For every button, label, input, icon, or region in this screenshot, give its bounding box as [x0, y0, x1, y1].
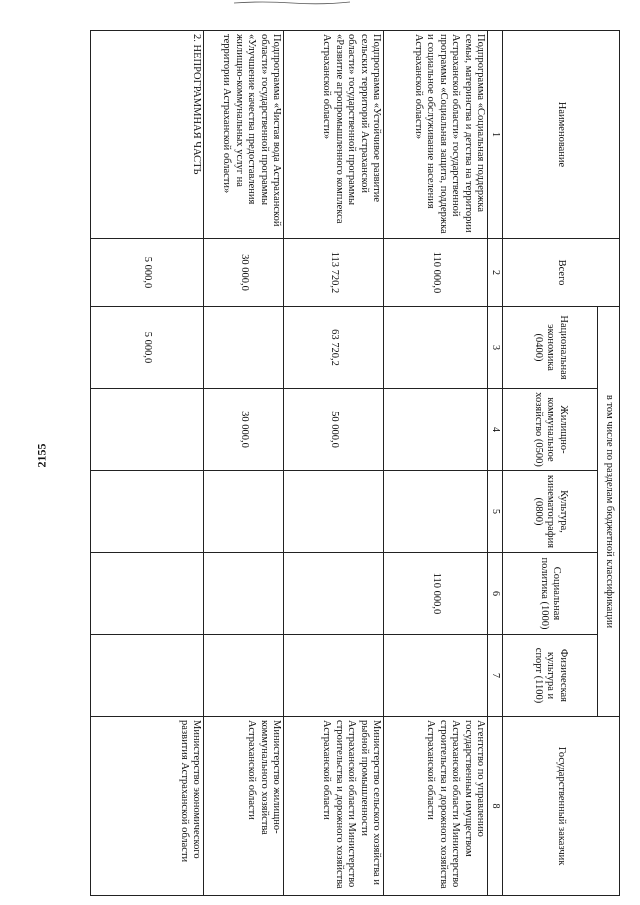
- page-number: 2155: [34, 443, 49, 468]
- row-total: 113 720,2: [284, 239, 384, 307]
- row-0400: [384, 307, 488, 389]
- row-total: 30 000,0: [204, 239, 284, 307]
- row-0500: 50 000,0: [284, 389, 384, 471]
- header-section-0800: Культура, кинематография (0800): [503, 471, 598, 553]
- row-0800: [91, 471, 204, 553]
- row-1000: [204, 553, 284, 635]
- row-total: 110 000,0: [384, 239, 488, 307]
- row-0500: [384, 389, 488, 471]
- row-customer: Министерство жилищно-коммунального хозяйства Астраханской области: [204, 717, 284, 896]
- table-row: [284, 31, 384, 896]
- header-section-1100: Физическая культура и спорт (1100): [503, 635, 598, 717]
- row-0800: [284, 471, 384, 553]
- row-customer: Министерство сельского хозяйства и рыбной промышленности Астраханской области Министерство строительства и дорожного хозяйства Астраханской области: [284, 717, 384, 896]
- header-customer: Государственный заказчик: [503, 717, 620, 896]
- row-1000: [91, 553, 204, 635]
- scan-artifact: [232, 0, 352, 8]
- row-1100: [284, 635, 384, 717]
- index-cell: 2: [488, 239, 503, 307]
- row-0400: 63 720,2: [284, 307, 384, 389]
- index-cell: 5: [488, 471, 503, 553]
- header-total: Всего: [503, 239, 620, 307]
- row-0800: [384, 471, 488, 553]
- index-cell: 3: [488, 307, 503, 389]
- index-cell: 1: [488, 31, 503, 239]
- header-section-0400: Национальная экономика (0400): [503, 307, 598, 389]
- budget-table: [90, 30, 620, 896]
- row-customer: Министерство экономического развития Астраханской области: [91, 717, 204, 896]
- row-0500: [91, 389, 204, 471]
- index-cell: 7: [488, 635, 503, 717]
- rotated-table-container: [90, 30, 620, 895]
- index-cell: 8: [488, 717, 503, 896]
- row-name: Подпрограмма «Устойчивое развитие сельских территорий Астраханской области» государственной программы «Развитие агропромышленного комплекса Астраханской области»: [284, 31, 384, 239]
- header-section-1000: Социальная политика (1000): [503, 553, 598, 635]
- row-1100: [384, 635, 488, 717]
- row-name: Подпрограмма «Чистая вода Астраханской области» государственной программы «Улучшение качества предоставления жилищно-коммунальных услуг на территории Астраханской области»: [204, 31, 284, 239]
- table-row: [91, 31, 204, 896]
- row-1000: [284, 553, 384, 635]
- row-1000: 110 000,0: [384, 553, 488, 635]
- row-name: 2. НЕПРОГРАММНАЯ ЧАСТЬ: [91, 31, 204, 239]
- row-0400: [204, 307, 284, 389]
- row-1100: [204, 635, 284, 717]
- row-total: 5 000,0: [91, 239, 204, 307]
- row-1100: [91, 635, 204, 717]
- header-section-group: в том числе по разделам бюджетной классификации: [598, 307, 620, 717]
- row-customer: Агентство по управлению государственным имуществом Астраханской области Министерство строительства и дорожного хозяйства Астраханской области: [384, 717, 488, 896]
- row-0800: [204, 471, 284, 553]
- table-row: [204, 31, 284, 896]
- header-name: Наименование: [503, 31, 620, 239]
- row-name: Подпрограмма «Социальная поддержка семьи, материнства и детства на территории Астраханской области» государственной программы «Социальная защита, поддержка и социальное обслуживание населения Астраханской области»: [384, 31, 488, 239]
- index-cell: 6: [488, 553, 503, 635]
- header-section-0500: Жилищно-коммунальное хозяйство (0500): [503, 389, 598, 471]
- table-row: [384, 31, 488, 896]
- index-cell: 4: [488, 389, 503, 471]
- row-0400: 5 000,0: [91, 307, 204, 389]
- row-0500: 30 000,0: [204, 389, 284, 471]
